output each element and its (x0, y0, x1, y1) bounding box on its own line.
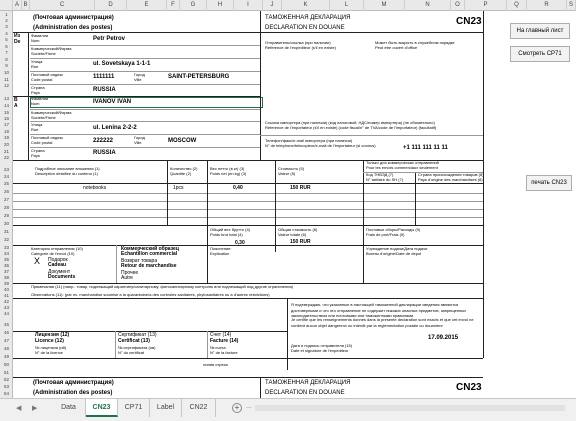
gross-weight-value[interactable]: 0,30 (235, 240, 245, 246)
row-header[interactable]: 37 (3, 269, 9, 274)
company-label-fr: Societe/Firme (31, 115, 56, 120)
postal-fees-label-fr: Frais de port/Frais (9) (366, 232, 405, 237)
sender-postcode[interactable]: 1111111 (93, 74, 115, 80)
divider (13, 225, 483, 226)
item-description[interactable]: notebooks (83, 185, 107, 191)
gift-checkbox-checked[interactable]: X (34, 256, 41, 266)
certificate-label-ru: Сертификат (13) (118, 332, 157, 338)
importer-reference-ru: Ссылка импортера (при наличии) (код налоговой, НДС/номер импортера) (не обязательно) (265, 120, 435, 125)
country-label-fr: Pays (31, 153, 40, 158)
column-header[interactable]: O (451, 0, 465, 11)
row-header[interactable]: 7 (5, 50, 8, 55)
declaration-title-ru: ТАМОЖЕННАЯ ДЕКЛАРАЦИЯ (265, 15, 351, 21)
description-header-ru: Подробное описание вложения (1) (35, 166, 100, 171)
invoice-number-label-fr: N° de la facture (210, 350, 238, 355)
documents-label-fr: Documents (48, 274, 76, 280)
divider (30, 147, 260, 148)
gross-weight-label-ru: Общий вес брутто (4) (210, 227, 251, 232)
row-header[interactable]: 10 (3, 70, 9, 75)
view-cp71-button[interactable]: Смотреть CP71 (510, 46, 570, 62)
row-header[interactable]: 3 (5, 24, 8, 29)
total-value-amount[interactable]: 150 RUR (290, 239, 311, 245)
hs-code-label-ru: Код ТНВЭД (7) (366, 172, 394, 177)
signature-date[interactable]: 17.09.2015 (428, 335, 459, 341)
row-header[interactable]: 18 (3, 129, 9, 134)
returned-goods-fr: Retour de marchandise (121, 263, 177, 269)
commercial-only-fr: Pour les envois commerciaux seulement (366, 165, 438, 170)
column-header[interactable]: P (465, 0, 507, 11)
divider (207, 331, 208, 358)
select-all-corner[interactable] (0, 0, 13, 11)
postal-admin-ru: (Почтовая администрация) (33, 15, 114, 21)
row-header[interactable]: 53 (3, 384, 9, 389)
quantity-header-ru: Количество (2) (170, 166, 198, 171)
row-header[interactable]: 5 (5, 37, 8, 42)
divider (207, 160, 208, 252)
net-weight-header-ru: Вес нетто (в кг) (3) (210, 166, 245, 171)
postcode-label-fr: Code postal (31, 77, 53, 82)
certificate-number-label-fr: N° du certificat (118, 350, 145, 355)
selected-cell-outline (30, 97, 263, 108)
quantity-header-fr: Quantite (2) (170, 171, 192, 176)
postal-admin-fr-copy: (Administration des postes) (33, 390, 113, 396)
row-header[interactable]: 1 (5, 12, 8, 17)
column-header[interactable]: J (263, 0, 282, 11)
row-header[interactable]: 25 (3, 181, 9, 186)
sender-city[interactable]: SAINT-PETERSBURG (168, 74, 230, 80)
may-be-opened-ru: Может быть вскрыто в служебном порядке (375, 40, 455, 45)
divider (13, 217, 483, 218)
divider (483, 11, 484, 358)
declaration-title-ru-copy: ТАМОЖЕННАЯ ДЕКЛАРАЦИЯ (265, 380, 351, 386)
row-header[interactable]: 23 (3, 167, 9, 172)
column-header[interactable]: A (13, 0, 22, 11)
importer-contact-fr: N° de telephone/telecopieur/e-mail de l'importateur (si connus) (265, 143, 376, 148)
gift-label-fr: Cadeau (48, 262, 67, 268)
row-header[interactable]: 39 (3, 281, 9, 286)
value-header-ru: Стоимость (5) (278, 166, 305, 171)
remarks-label-fr: Observations (11): (par ex. marchandise soumise a la quarantaine/a des controles sanitaires, phytosanitaires ou a d'autres restrictions) (31, 292, 270, 297)
city-label-fr: Ville (134, 77, 142, 82)
row-header[interactable]: 11 (4, 77, 9, 82)
column-header[interactable]: M (364, 0, 405, 11)
row-header[interactable]: 13 (3, 96, 9, 101)
row-header[interactable]: 36 (3, 263, 9, 268)
invoice-label-fr: Facture (14) (210, 338, 239, 344)
tab-cp71[interactable]: CP71 (118, 399, 150, 417)
other-ru: Прочее (121, 270, 139, 276)
divider (13, 209, 483, 210)
item-quantity[interactable]: 1pcs (173, 185, 184, 191)
divider (260, 32, 483, 33)
street-label-ru: Улица (31, 59, 43, 64)
row-header[interactable]: 29 (3, 213, 9, 218)
column-header[interactable]: H (207, 0, 234, 11)
cn23-title: CN23 (456, 16, 482, 27)
row-header[interactable]: 12 (3, 83, 9, 88)
hs-code-label-fr: N° tarifaire du SH (7) (366, 177, 404, 182)
row-header[interactable]: 9 (5, 63, 8, 68)
country-label-ru: Страна (31, 85, 45, 90)
print-cn23-button[interactable]: печать CN23 (526, 175, 572, 191)
divider (30, 121, 260, 122)
city-label-ru: Город (134, 72, 145, 77)
row-header[interactable]: 45 (3, 322, 9, 327)
column-header[interactable]: I (234, 0, 263, 11)
divider (363, 245, 364, 283)
origin-country-fr: Pays d'origine des marchandises (8) (418, 177, 483, 182)
item-net-weight[interactable]: 0,40 (233, 185, 243, 191)
gift-label-ru: Подарок (48, 257, 68, 263)
divider (116, 245, 117, 283)
recipient-street[interactable]: ul. Lenina 2-2-2 (93, 125, 137, 131)
postcode-label-fr: Code postal (31, 140, 53, 145)
row-header[interactable]: 50 (3, 362, 9, 367)
recipient-country[interactable]: RUSSIA (93, 150, 116, 156)
commercial-only-ru: Только для коммерческих отправлений (366, 160, 439, 165)
street-label-ru: Улица (31, 122, 43, 127)
row-header[interactable]: 48 (3, 346, 9, 351)
column-header[interactable]: Q (507, 0, 527, 11)
importer-reference-fr: Reference de l'importateur (s'il en existe) (code fiscal/n° de TVA/code de l'importateur) (facultatif) (265, 125, 437, 130)
column-header[interactable]: D (95, 0, 127, 11)
row-header[interactable]: 21 (3, 149, 9, 154)
total-value-label-ru: Общая стоимость (6) (278, 227, 318, 232)
row-header[interactable]: 4 (5, 31, 8, 36)
value-header-fr: Valeur (5) (278, 171, 296, 176)
documents-label-ru: Документ (48, 269, 71, 275)
divider (13, 201, 483, 202)
column-header[interactable]: K (282, 0, 330, 11)
divider (30, 134, 260, 135)
certification-text-fr: Je certifie que les renseignements donnes dans la presente declaration sont exacts et que cet envoi ne contient aucun objet dangereux ou interdit par la reglementation postale ou douaniere (291, 317, 474, 328)
tab-cn23[interactable]: CN23 (86, 399, 118, 417)
row-header[interactable]: 31 (3, 229, 9, 234)
item-value[interactable]: 150 RUR (290, 185, 311, 191)
sheet-tab-bar (0, 398, 576, 421)
postal-fees-label-ru: Почтовые сборы/Расходы (9) (366, 227, 421, 232)
sender-country[interactable]: RUSSIA (93, 87, 116, 93)
row-header[interactable]: 38 (3, 275, 9, 280)
divider (30, 58, 260, 59)
row-header[interactable]: 26 (3, 189, 9, 194)
commercial-sample-fr: Echantillon commercial (121, 251, 178, 257)
more-options-icon[interactable]: ... (246, 403, 252, 410)
home-sheet-button[interactable]: На главный лист (510, 23, 570, 39)
city-label-ru: Город (134, 135, 145, 140)
recipient-name[interactable]: IVANOV IVAN (93, 99, 132, 105)
row-header[interactable]: 30 (3, 221, 9, 226)
divider (260, 135, 483, 136)
surname-label-fr: Nom (31, 38, 40, 43)
license-label-fr: Licence (12) (35, 338, 64, 344)
invoice-label-ru: Счет (14) (210, 332, 232, 338)
row-header[interactable]: 17 (3, 122, 9, 127)
cn23-title-copy: CN23 (456, 382, 482, 393)
row-header[interactable]: 14 (3, 103, 9, 108)
postcode-label-ru: Почтовый индекс (31, 135, 64, 140)
divider (260, 377, 261, 398)
divider (28, 32, 29, 160)
row-header[interactable]: 2 (5, 18, 8, 23)
row-header[interactable]: 54 (3, 391, 9, 396)
license-number-label-ru: № лицензии (ий) (35, 345, 67, 350)
postal-admin-ru-copy: (Почтовая администрация) (33, 380, 114, 386)
row-header[interactable]: 52 (3, 377, 9, 382)
next-sheet-icon[interactable]: ▶ (32, 405, 38, 412)
row-header[interactable]: 33 (3, 245, 9, 250)
divider (13, 193, 483, 194)
office-origin-fr: Bureau d'origine/Date de depot (366, 251, 422, 256)
column-header[interactable]: S (567, 0, 576, 11)
row-header[interactable]: 6 (5, 44, 8, 49)
column-header[interactable]: C (30, 0, 95, 11)
column-header[interactable]: G (180, 0, 207, 11)
net-weight-header-fr: Poids net (en kg) (3) (210, 171, 247, 176)
remarks-label-ru: Примечания (11) (напр.: товар, подлежащий карантину/санитарному, фитосанитарному контролю или подлежащий под другие ограничения) (31, 284, 293, 289)
importer-phone[interactable]: +1 111 111 11 11 (403, 145, 448, 151)
license-number-label-fr: N° de la licence (35, 350, 63, 355)
row-header[interactable]: 44 (3, 311, 9, 316)
tab-data[interactable]: Data (52, 399, 86, 417)
row-header[interactable]: 24 (3, 174, 9, 179)
license-label-ru: Лицензия (12) (35, 332, 70, 338)
row-header[interactable]: 41 (3, 293, 9, 298)
importer-contact-ru: Телефон/факс/e-mail импортера (при наличии) (265, 138, 353, 143)
tab-cn22[interactable]: CN22 (182, 399, 216, 417)
certification-text: Я подтверждаю, что указанные в настоящей таможенной декларации сведения являются достоверными и что это отправление не содержит никаких опасных предметов, запрещенных законодательством или почтовыми или таможенными правилами (291, 302, 467, 318)
cut-line-label: линия отреза (203, 362, 228, 367)
worksheet-grid[interactable] (13, 11, 576, 398)
row-header[interactable]: 35 (3, 257, 9, 262)
horizontal-scrollbar[interactable] (255, 405, 565, 411)
previous-sheet-icon[interactable]: ◀ (16, 405, 22, 412)
row-header[interactable]: 46 (3, 330, 9, 335)
divider (167, 160, 168, 225)
column-header[interactable]: F (167, 0, 180, 11)
sender-name[interactable]: Petr Petrov (93, 36, 126, 42)
surname-label-fr: Nom (31, 101, 40, 106)
divider (13, 183, 483, 184)
gross-weight-label-fr: Poids brut total (4) (210, 232, 243, 237)
divider (30, 84, 260, 85)
divider (260, 11, 261, 160)
explanation-label-fr: Explication (210, 251, 230, 256)
row-header[interactable]: 47 (3, 338, 9, 343)
column-header[interactable]: B (22, 0, 30, 11)
from-label-fr: De (14, 39, 21, 45)
divider (13, 298, 483, 299)
divider (275, 160, 276, 252)
row-header[interactable]: 40 (3, 287, 9, 292)
row-header[interactable]: 15 (3, 110, 9, 115)
company-label-ru: Коммерческий/Фирма (31, 110, 72, 115)
divider (115, 331, 116, 358)
divider (363, 160, 364, 252)
date-signature-label-ru: Дата и подпись отправителя (15) (291, 343, 353, 348)
column-header[interactable]: R (527, 0, 567, 11)
row-header[interactable]: 28 (3, 205, 9, 210)
row-header[interactable]: 22 (3, 155, 9, 160)
row-header[interactable]: 20 (3, 142, 9, 147)
divider (13, 32, 260, 33)
row-header[interactable]: 51 (3, 370, 9, 375)
street-label-fr: Rue (31, 64, 39, 69)
column-header[interactable]: N (405, 0, 451, 11)
invoice-number-label-ru: № счета (210, 345, 226, 350)
row-header[interactable]: 43 (3, 305, 9, 310)
certificate-label-fr: Certificat (13) (118, 338, 150, 344)
row-header[interactable]: 8 (5, 57, 8, 62)
recipient-city[interactable]: MOSCOW (168, 138, 197, 144)
column-headers (0, 0, 576, 11)
add-sheet-icon[interactable]: + (232, 403, 242, 413)
description-header-fr: Description detaillee du contenu (1) (35, 171, 98, 176)
recipient-postcode[interactable]: 222222 (93, 138, 114, 144)
company-label-fr: Societe/Firme (31, 51, 56, 56)
other-fr: Autre (121, 275, 133, 281)
date-signature-label-fr: Date et signature de l'expediteur (291, 348, 349, 353)
column-header[interactable]: E (127, 0, 167, 11)
declaration-title-fr: DECLARATION EN DOUANE (265, 25, 345, 31)
certificate-number-label-ru: № сертификата (ов) (118, 345, 156, 350)
surname-label-ru: Фамилия (31, 96, 48, 101)
company-label-ru: Коммерческий/Фирма (31, 46, 72, 51)
divider (207, 245, 208, 283)
category-label-fr: Categorie de l'envoi (10) (31, 251, 75, 256)
row-header[interactable]: 49 (3, 354, 9, 359)
total-value-label-fr: Valeur totale (6) (278, 232, 307, 237)
row-header[interactable]: 19 (3, 135, 9, 140)
country-label-ru: Страна (31, 148, 45, 153)
sender-reference-ru: Отправитель/ссылка (при наличии) (265, 40, 331, 45)
city-label-fr: Ville (134, 140, 142, 145)
divider (13, 377, 483, 378)
row-header[interactable]: 16 (3, 116, 9, 121)
street-label-fr: Rue (31, 127, 39, 132)
from-label-ru: Из (14, 33, 21, 39)
row-header[interactable]: 42 (3, 299, 9, 304)
may-be-opened-fr: Peut etre ouvert d'office (375, 45, 418, 50)
explanation-label-ru: Пояснение: (210, 246, 232, 251)
returned-goods-ru: Возврат товара (121, 258, 158, 264)
postcode-label-ru: Почтовый индекс (31, 72, 64, 77)
surname-label-ru: Фамилия (31, 33, 48, 38)
divider (13, 358, 483, 359)
row-headers (0, 11, 13, 398)
to-label-fr: A (14, 103, 18, 109)
sender-street[interactable]: ul. Sovetskaya 1-1-1 (93, 61, 151, 67)
column-header[interactable]: L (330, 0, 364, 11)
office-origin-ru: Учреждение подачи/Дата подачи (366, 246, 428, 251)
category-label-ru: Категория отправления (10) (31, 246, 83, 251)
to-label-ru: В (14, 97, 18, 103)
divider (415, 172, 416, 225)
origin-country-ru: Страна происхождения товаров (8) (418, 172, 484, 177)
divider (30, 71, 260, 72)
row-header[interactable]: 27 (3, 197, 9, 202)
divider (363, 172, 483, 173)
row-header[interactable]: 32 (3, 237, 9, 242)
commercial-sample-ru: Коммерческий образец (121, 246, 179, 252)
sender-reference-fr: Reference de l'expediteur (s'il en existe) (265, 45, 336, 50)
row-header[interactable]: 34 (3, 251, 9, 256)
tab-label[interactable]: Label (150, 399, 182, 417)
declaration-title-fr-copy: DECLARATION EN DOUANE (265, 390, 345, 396)
divider (287, 298, 288, 370)
country-label-fr: Pays (31, 90, 40, 95)
postal-admin-fr: (Administration des postes) (33, 25, 113, 31)
